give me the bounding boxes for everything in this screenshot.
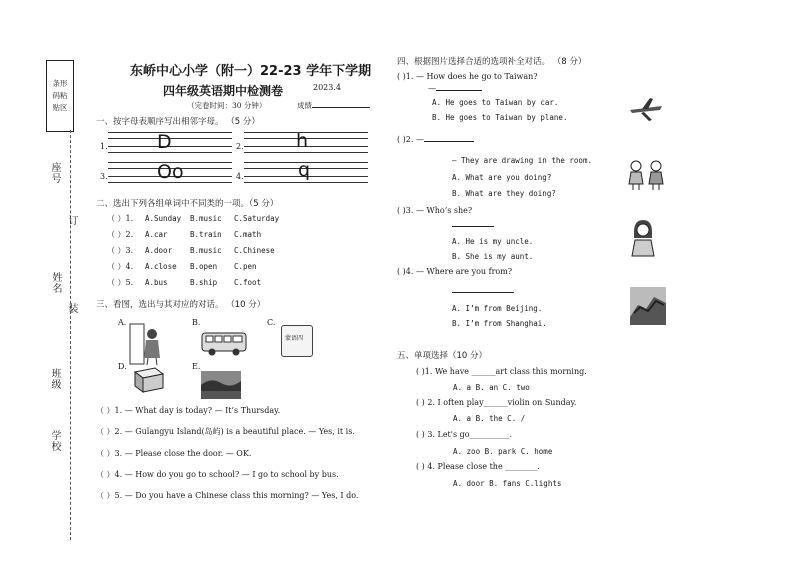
section3-heading: 三、看图，选出与其对应的对话。 （10 分） [96,300,266,310]
pic-label-c: C. [267,318,276,327]
s2-opt-b: B.music [190,246,222,255]
s4-q1-opt-b: B. He goes to Taiwan by plane. [432,113,568,122]
s2-num: （ ）1. [107,214,134,223]
s4-q2-line2: — They are drawing in the room. [452,156,592,165]
s3-question-1: （ ）1. — What day is today? — It’s Thursday. [96,406,281,415]
s2-opt-b: B.open [190,262,218,271]
barcode-area [46,60,74,132]
girl-at-door-picture [128,322,164,366]
s4-q3-opt-b: B. She is my aunt. [452,252,534,261]
barcode-label-3: 贴区 [52,103,68,112]
s2-num: （ ）3. [107,246,134,255]
s5-q1-options: A. a B. an C. two [453,383,530,392]
bus-picture [200,330,250,358]
s4-q2 [397,135,474,144]
s2-opt-a: A.car [145,230,168,239]
s4-q2-opt-b: B. What are they doing? [452,189,556,198]
score-blank [312,107,370,108]
section1-heading: 一、按字母表顺序写出相邻字母。 （5 分） [96,117,260,127]
class-label: 班级 [49,368,60,390]
pic-label-e: E. [192,362,201,371]
section4-heading: 四、根据图片选择合适的选项补全对话。 （8 分） [397,57,587,67]
s5-q1: ( )1. We have ______art class this morning. [416,367,587,376]
barcode-label-1: 条形 [52,79,68,88]
s3-question-4: （ ）4. — How do you go to school? — I go to school by bus. [96,470,339,479]
writing-lines-8 [306,162,368,206]
exam-subtitle: 四年级英语期中检测卷 [163,84,284,98]
s4-q3-answer-line [452,220,494,229]
cut-mark-2: 装 [66,303,77,314]
s2-opt-b: B.train [190,230,222,239]
pic-label-a: A. [118,318,127,327]
section2-heading: 二、选出下列各组单词中不同类的一项。（5 分） [96,199,279,209]
s4-q1-opt-a: A. He goes to Taiwan by car. [432,98,559,107]
letter-1: D [157,131,172,153]
s3-question-3: （ ）3. — Please close the door. — OK. [96,449,252,458]
calendar-picture [281,325,313,357]
school-label: 学校 [49,430,60,452]
s4-q3: ( )3. — Who’s she? [397,206,473,215]
pic-label-b: B. [192,318,201,327]
s3-question-2: （ ）2. — Gulangyu Island(岛屿) is a beautiful place. — Yes, it is. [96,427,355,436]
s4-q2-opt-a: A. What are you doing? [452,173,552,182]
s2-row-4 [107,261,133,272]
letter-2: h [296,130,309,152]
s4-q4-answer-line [452,286,514,295]
s5-q2: ( ) 2. I often play______violin on Sunday. [416,398,577,407]
s2-opt-a: A.Sunday [145,214,182,223]
s2-row-3 [107,245,133,256]
s2-num: （ ）4. [107,262,134,271]
s5-q4: ( ) 4. Please close the ________. [416,462,540,471]
letter-3: Oo [157,161,184,183]
exam-time: （完卷时间：30 分钟） [187,101,267,110]
island-picture [201,371,241,399]
calendar-label: 蒙语四 [285,335,304,342]
seat-label: 座号 [49,162,60,184]
s2-opt-c: C.foot [234,278,262,287]
s2-opt-c: C.Saturday [234,214,280,223]
exam-title: 东峤中心小学（附一）22-23 学年下学期 [130,64,372,79]
s4-q1: ( )1. — How does he go to Taiwan? [397,72,538,81]
s4-q2-text: ( )2. — [397,135,424,144]
item2-num: 2. [236,142,244,151]
name-label: 姓名 [50,272,61,294]
s4-q3-opt-a: A. He is my uncle. [452,237,534,246]
s2-opt-b: B.ship [190,278,218,287]
s2-opt-b: B.music [190,214,222,223]
item3-num: 3. [100,172,108,181]
binding-line [70,130,71,540]
s2-row-5 [107,277,133,288]
cut-mark-1: 订 [66,215,77,226]
score-label: 成绩 [297,101,312,110]
section5-heading: 五、单项选择（10 分） [397,351,488,361]
pic-label-d: D. [118,362,127,371]
s2-opt-a: A.bus [145,278,168,287]
s5-q3-options: A. zoo B. park C. home [453,447,553,456]
s5-q2-options: A. a B. the C. / [453,414,526,423]
item1-num: 1. [100,142,108,151]
barcode-label-2: 码粘 [52,91,68,100]
s2-opt-c: C.Chinese [234,246,275,255]
s4-q1-answer-line: — [428,84,482,93]
s2-opt-a: A.close [145,262,177,271]
s2-row-1 [107,213,133,224]
great-wall-picture [630,287,666,325]
s2-opt-a: A.door [145,246,173,255]
s4-q4-opt-b: B. I’m from Shanghai. [452,319,547,328]
s4-q4-opt-a: A. I’m from Beijing. [452,304,543,313]
s2-opt-c: C.math [234,230,262,239]
s2-num: （ ）2. [107,230,134,239]
s2-num: （ ）5. [107,278,134,287]
s2-opt-c: C.pen [234,262,257,271]
s2-row-2 [107,229,133,240]
book-picture [133,366,165,394]
woman-picture [628,218,658,258]
s3-question-5: （ ）5. — Do you have a Chinese class this morning? — Yes, I do. [96,491,359,500]
s5-q4-options: A. door B. fans C.lights [453,479,562,488]
score-field [297,100,370,111]
children-drawing-picture [625,158,669,192]
exam-date: 2023.4 [313,83,341,92]
s4-q4: ( )4. — Where are you from? [397,267,513,276]
letter-4: q [298,159,311,181]
item4-num: 4. [236,172,244,181]
s5-q3: ( ) 3. Let's go__________. [416,430,513,439]
plane-picture [628,96,664,122]
